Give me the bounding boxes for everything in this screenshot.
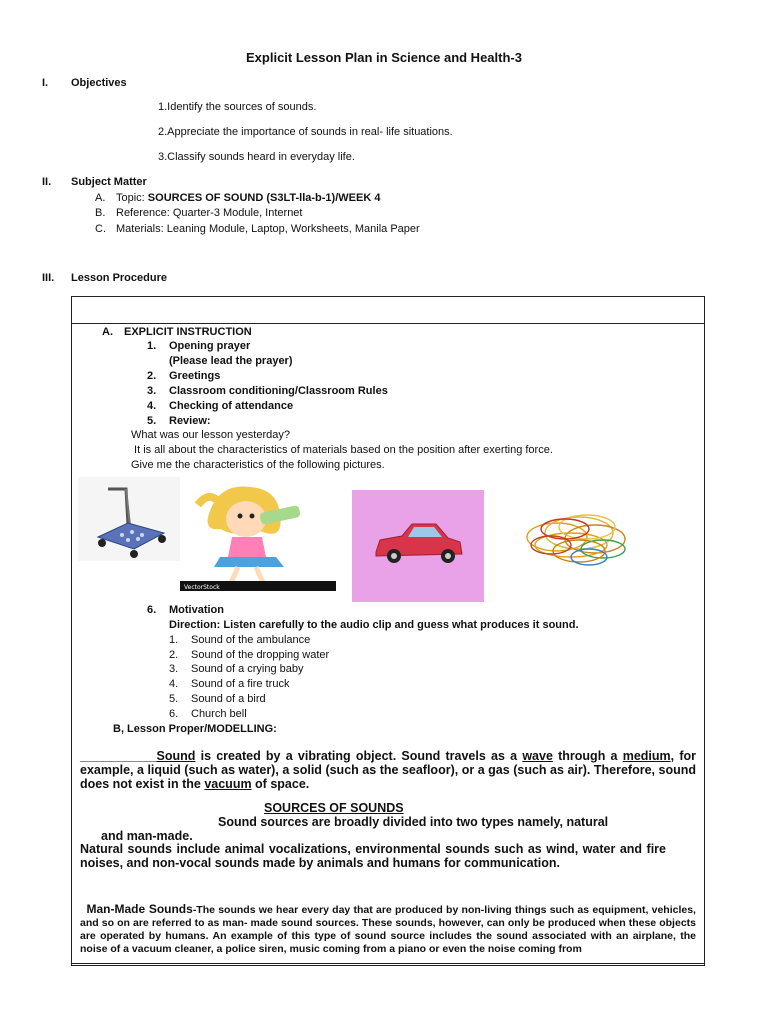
procedure-number: III. xyxy=(42,272,55,284)
step-number: 1. xyxy=(147,340,157,352)
man-made-text: -The sounds we hear every day that are produced by non-living things such as equipment, vehicles, and so on are referred to as man- made sound sources. These sounds, however, can only be produced when these objects are operated by humans. An example of this type of sound source includes the sound associated with an airplane, the noise of a vacuum cleaner, a police siren, music coming from a piano or even the noise coming from xyxy=(80,904,696,955)
sound-item: Sound of a fire truck xyxy=(191,678,290,690)
materials-letter: C. xyxy=(95,223,106,235)
definition-text: , for example, a liquid (such as water), a solid (such as the seafloor), or a gas (such as air). Therefore, sound does not exist in the xyxy=(80,749,697,791)
sound-number: 4. xyxy=(169,678,179,690)
motivation-direction: Direction: Listen carefully to the audio clip and guess what produces it sound. xyxy=(169,619,579,631)
step-text: Greetings xyxy=(169,370,221,382)
objective-item: 3.Classify sounds heard in everyday life. xyxy=(158,151,355,163)
sound-number: 1. xyxy=(169,634,179,646)
procedure-table xyxy=(71,296,705,966)
subject-matter-heading: Subject Matter xyxy=(71,176,147,188)
watermark-text: VectorStock xyxy=(184,584,220,591)
wave-term: wave xyxy=(522,749,553,763)
natural-sounds-paragraph: Natural sounds include animal vocalizations, environmental sounds such as wind, water and fire noises, and non-vocal sounds made by animals and humans for communication. xyxy=(80,842,666,870)
vacuum-term: vacuum xyxy=(204,777,252,791)
divided-line: and man-made. xyxy=(101,829,193,843)
step-text: Classroom conditioning/Classroom Rules xyxy=(169,385,388,397)
explicit-letter: A. xyxy=(102,326,113,338)
subject-matter-number: II. xyxy=(42,176,52,188)
sound-number: 5. xyxy=(169,693,179,705)
rubber-bands-image xyxy=(517,493,637,583)
objectives-heading: Objectives xyxy=(71,77,127,89)
explicit-heading: EXPLICIT INSTRUCTION xyxy=(124,326,252,338)
materials-text: Materials: Leaning Module, Laptop, Worksheets, Manila Paper xyxy=(116,223,420,235)
step-text: Opening prayer xyxy=(169,340,251,352)
sound-item: Sound of the ambulance xyxy=(191,634,311,646)
topic-line xyxy=(116,192,380,204)
step-number: 2. xyxy=(147,370,157,382)
review-instruction: Give me the characteristics of the following pictures. xyxy=(131,459,385,471)
objectives-number: I. xyxy=(42,77,49,89)
objective-item: 2.Appreciate the importance of sounds in real- life situations. xyxy=(158,126,453,138)
sources-heading: SOURCES OF SOUNDS xyxy=(264,801,404,815)
reference-letter: B. xyxy=(95,207,106,219)
girl-drinking-image xyxy=(180,481,336,591)
divided-line: Sound sources are broadly divided into two types namely, natural xyxy=(218,815,609,829)
sound-item: Church bell xyxy=(191,708,247,720)
review-question: What was our lesson yesterday? xyxy=(131,429,290,441)
step-number: 4. xyxy=(147,400,157,412)
step-text: Checking of attendance xyxy=(169,400,294,412)
blank-line: ___________ xyxy=(80,749,157,763)
step-number: 6. xyxy=(147,604,157,616)
topic-prefix: Topic: xyxy=(116,192,148,204)
sound-item: Sound of a crying baby xyxy=(191,663,304,675)
hand-trolley-image xyxy=(78,477,180,561)
table-body xyxy=(72,297,704,965)
man-made-label: Man-Made Sounds xyxy=(86,902,193,916)
document-title: Explicit Lesson Plan in Science and Health-3 xyxy=(246,50,522,65)
medium-term: medium xyxy=(622,749,671,763)
table-bottom-border xyxy=(72,963,704,964)
topic-letter: A. xyxy=(95,192,106,204)
definition-text: of space. xyxy=(251,777,310,791)
reference-text: Reference: Quarter-3 Module, Internet xyxy=(116,207,303,219)
definition-text: is created by a vibrating object. Sound travels as a xyxy=(195,749,523,763)
sound-number: 3. xyxy=(169,663,179,675)
sound-item: Sound of a bird xyxy=(191,693,266,705)
sound-definition-paragraph xyxy=(80,749,696,791)
red-car-image xyxy=(352,490,484,602)
man-made-paragraph xyxy=(80,903,696,956)
sound-item: Sound of the dropping water xyxy=(191,649,330,661)
procedure-heading: Lesson Procedure xyxy=(71,272,167,284)
step-number: 3. xyxy=(147,385,157,397)
definition-text: through a xyxy=(552,749,623,763)
lesson-proper-heading: B, Lesson Proper/MODELLING: xyxy=(113,723,277,735)
objective-item: 1.Identify the sources of sounds. xyxy=(158,101,317,113)
step-text: Review: xyxy=(169,415,211,427)
motivation-heading: Motivation xyxy=(169,604,224,616)
step-text: (Please lead the prayer) xyxy=(169,355,293,367)
step-number: 5. xyxy=(147,415,157,427)
review-answer: It is all about the characteristics of materials based on the position after exerting force. xyxy=(131,444,553,456)
sound-number: 2. xyxy=(169,649,179,661)
sound-term: Sound xyxy=(156,749,196,763)
sound-number: 6. xyxy=(169,708,179,720)
topic-value: SOURCES OF SOUND (S3LT-lla-b-1)/WEEK 4 xyxy=(147,192,381,204)
